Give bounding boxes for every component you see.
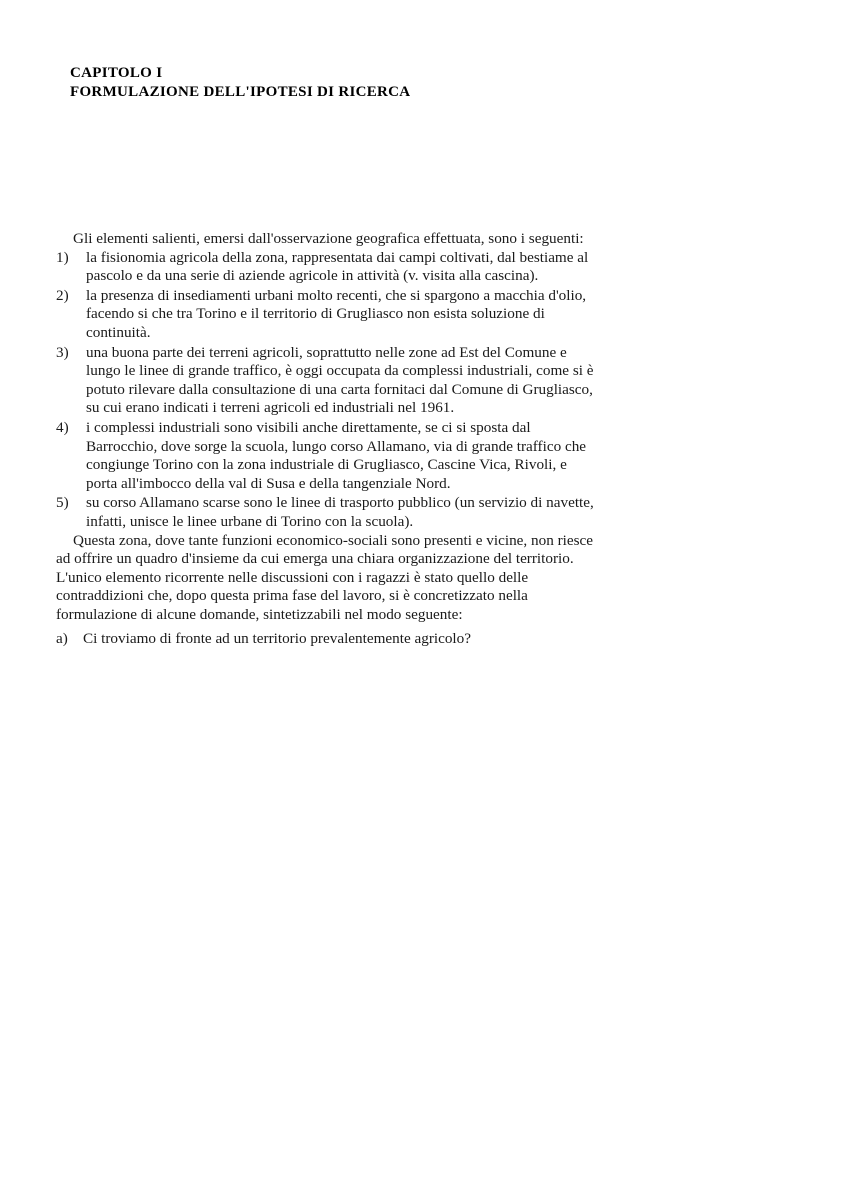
list-item-text: su corso Allamano scarse sono le linee di trasporto pubblico (un servizio di navette, infatti, unisce le linee urbane di Torino con la scuola). (86, 494, 594, 530)
list-item (56, 344, 596, 418)
chapter-heading (70, 64, 410, 101)
list-item-number: 3) (56, 343, 69, 361)
question-label: a) (56, 630, 68, 648)
list-item-text: la fisionomia agricola della zona, rappresentata dai campi coltivati, dal bestiame al pascolo e da una serie di aziende agricole in attività (v. visita alla cascina). (86, 248, 589, 285)
question-item (56, 630, 596, 649)
list-item (56, 494, 596, 531)
list-item (56, 287, 596, 343)
list-item-number: 1) (56, 248, 69, 266)
list-item-number: 5) (56, 494, 69, 512)
list-item-text: la presenza di insediamenti urbani molto recenti, che si spargono a macchia d'olio, facendo si che tra Torino e il territorio di Grugliasco non esista soluzione di continuità. (86, 286, 587, 341)
observation-list (56, 249, 596, 532)
list-item-number: 4) (56, 418, 69, 436)
conclusion-paragraph: Questa zona, dove tante funzioni economico-sociali sono presenti e vicine, non riesce ad offrire un quadro d'insieme da cui emerga una chiara organizzazione del territorio. L'unico elemento ricorrente nelle discussioni con i ragazzi è stato quello delle contraddizioni che, dopo questa prima fase del lavoro, si è concretizzato nella formulazione di alcune domande, sintetizzabili nel modo seguente: (56, 531, 593, 623)
list-item-text: i complessi industriali sono visibili anche direttamente, se ci si sposta dal Barrocchio, dove sorge la scuola, lungo corso Allamano, via di grande traffico che congiunge Torino con la zona industriale di Grugliasco, Cascine Vica, Rivoli, e porta all'imbocco della val di Susa e della tangenziale Nord. (86, 418, 587, 492)
chapter-number: CAPITOLO I (70, 65, 163, 81)
chapter-title: FORMULAZIONE DELL'IPOTESI DI RICERCA (70, 83, 411, 100)
list-item (56, 249, 596, 286)
list-item-number: 2) (56, 286, 69, 304)
document-body (56, 230, 596, 649)
intro-paragraph: Gli elementi salienti, emersi dall'osservazione geografica effettuata, sono i seguenti: (73, 230, 584, 247)
question-text: Ci troviamo di fronte ad un territorio prevalentemente agricolo? (83, 630, 471, 648)
list-item-text: una buona parte dei terreni agricoli, soprattutto nelle zone ad Est del Comune e lungo le linee di grande traffico, è oggi occupata da complessi industriali, come si è potuto rilevare dalla consultazione di una carta fornitaci dal Comune di Grugliasco, su cui erano indicati i terreni agricoli ed industriali nel 1961. (86, 343, 594, 417)
list-item (56, 419, 596, 493)
